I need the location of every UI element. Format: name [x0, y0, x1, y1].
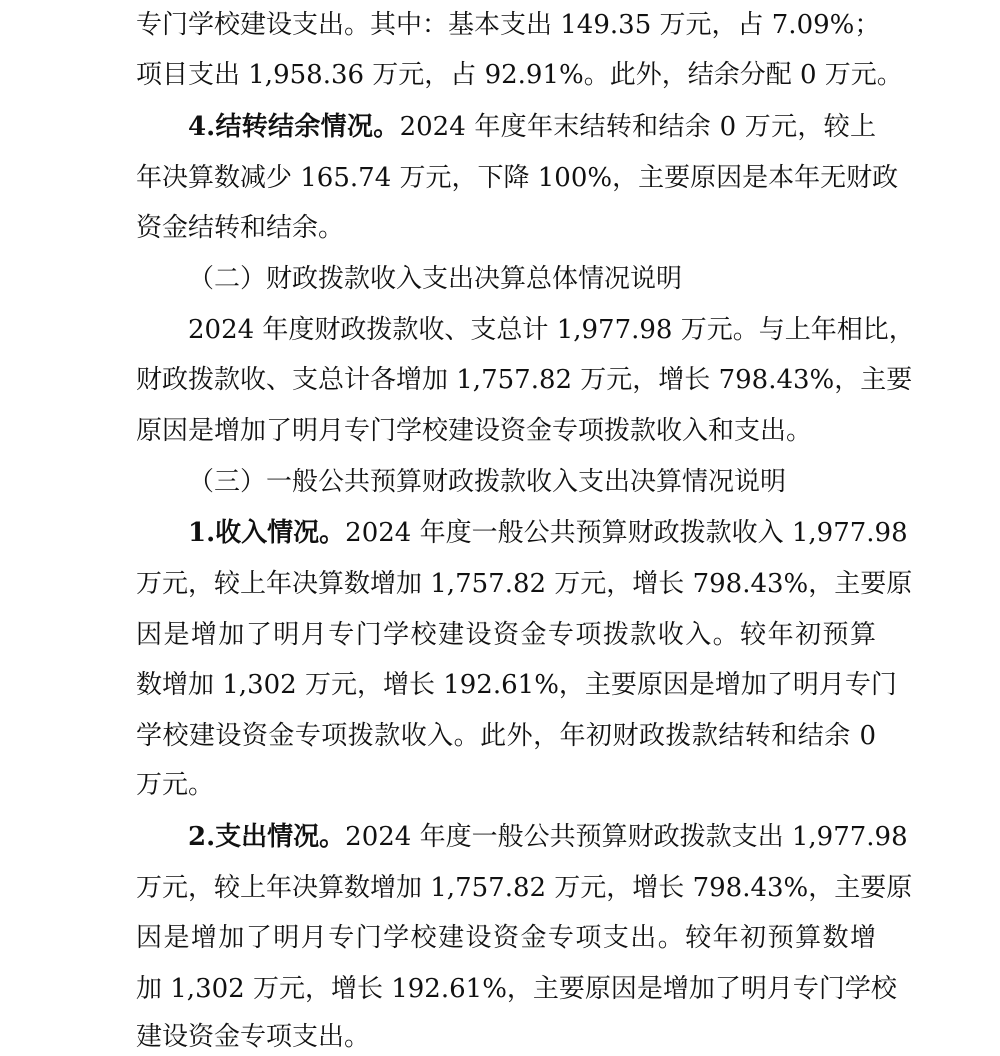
paragraph-line: 项目支出 1,958.36 万元，占 92.91%。此外，结余分配 0 万元。 [136, 60, 903, 90]
section-heading-3: （三）一般公共预算财政拨款收入支出决算情况说明 [188, 467, 787, 497]
item-heading: 1.收入情况。 [188, 518, 346, 548]
paragraph-line: 学校建设资金专项拨款收入。此外，年初财政拨款结转和结余 0 [136, 721, 876, 751]
item-heading: 2.支出情况。 [188, 822, 346, 852]
paragraph-line: 2024 年度财政拨款收、支总计 1,977.98 万元。与上年相比， [188, 315, 915, 345]
paragraph-line: 专门学校建设支出。其中：基本支出 149.35 万元，占 7.09%； [136, 10, 881, 40]
paragraph-line: 资金结转和结余。 [136, 213, 345, 243]
paragraph-line: 年决算数减少 165.74 万元，下降 100%，主要原因是本年无财政 [136, 163, 899, 193]
paragraph-line: 因是增加了明月专门学校建设资金专项拨款收入。较年初预算 [136, 620, 876, 650]
paragraph-line: 加 1,302 万元，增长 192.61%，主要原因是增加了明月专门学校 [136, 974, 897, 1004]
paragraph-line: 原因是增加了明月专门学校建设资金专项拨款收入和支出。 [136, 416, 813, 446]
paragraph-line: 建设资金专项支出。 [136, 1022, 371, 1052]
paragraph-line: 万元，较上年决算数增加 1,757.82 万元，增长 798.43%，主要原 [136, 569, 913, 599]
item-heading: 4.结转结余情况。 [188, 112, 400, 142]
section-heading-carryover: 4.结转结余情况。2024 年度年末结转和结余 0 万元，较上 [188, 112, 876, 142]
paragraph-line: 数增加 1,302 万元，增长 192.61%，主要原因是增加了明月专门 [136, 670, 897, 700]
paragraph-line: 财政拨款收、支总计各增加 1,757.82 万元，增长 798.43%，主要 [136, 365, 913, 395]
expenditure-paragraph-start: 2.支出情况。2024 年度一般公共预算财政拨款支出 1,977.98 [188, 822, 908, 852]
paragraph-line: 万元。 [136, 770, 215, 800]
paragraph-line: 万元，较上年决算数增加 1,757.82 万元，增长 798.43%，主要原 [136, 873, 913, 903]
income-paragraph-start: 1.收入情况。2024 年度一般公共预算财政拨款收入 1,977.98 [188, 518, 908, 548]
paragraph-line: 因是增加了明月专门学校建设资金专项支出。较年初预算数增 [136, 923, 876, 953]
section-heading-2: （二）财政拨款收入支出决算总体情况说明 [188, 264, 683, 294]
